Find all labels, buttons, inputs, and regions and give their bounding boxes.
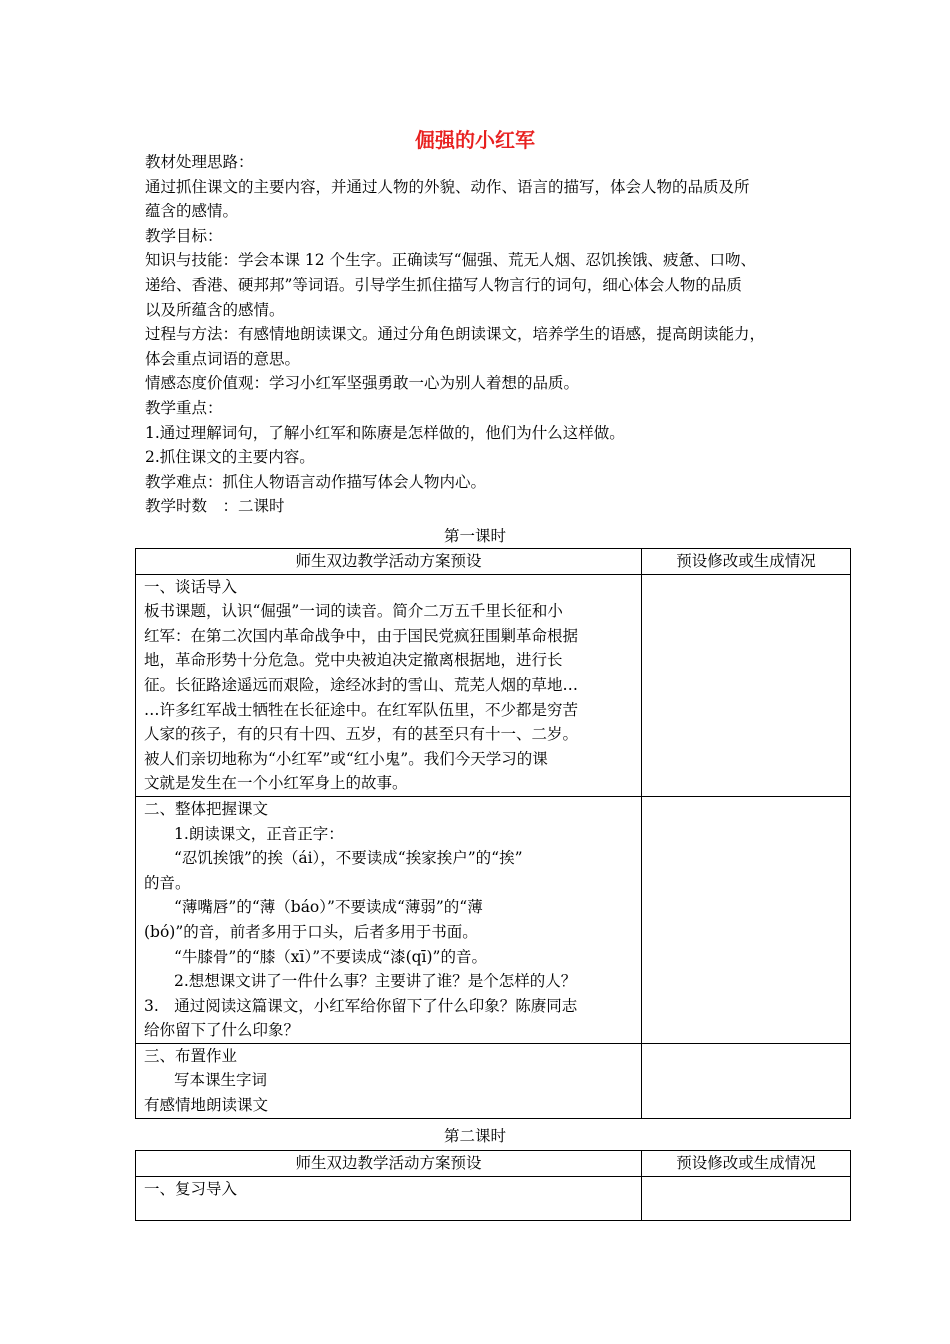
intro-line: 教学目标： — [145, 226, 223, 245]
cell-line: 板书课题，认识“倔强”一词的读音。简介二万五千里长征和小 — [144, 602, 563, 621]
cell-line: 三、布置作业 — [144, 1046, 238, 1065]
activity-cell — [136, 796, 642, 1043]
activity-cell — [136, 1176, 642, 1220]
document-title: 倔强的小红军 — [415, 128, 535, 152]
intro-line: 蕴含的感情。 — [145, 202, 239, 221]
table-row — [136, 796, 851, 1043]
lesson1-table — [135, 548, 851, 1119]
cell-line: 征。长征路途遥远而艰险，途经冰封的雪山、荒芜人烟的草地… — [144, 675, 579, 694]
intro-line: 递给、香港、硬邦邦”等词语。引导学生抓住描写人物言行的词句，细心体会人物的品质 — [145, 275, 742, 294]
table-row — [136, 1176, 851, 1220]
cell-line: 红军：在第二次国内革命战争中，由于国民党疯狂围剿革命根据 — [144, 626, 579, 645]
intro-line: 知识与技能：学会本课 12 个生字。正确读写“倔强、荒无人烟、忍饥挨饿、疲惫、口吻、 — [145, 251, 757, 270]
lesson1-title: 第一课时 — [443, 527, 506, 545]
notes-cell — [642, 574, 851, 796]
cell-line: 一、谈话导入 — [144, 577, 238, 596]
header-notes: 预设修改或生成情况 — [642, 549, 851, 575]
lesson2-title: 第二课时 — [443, 1127, 506, 1145]
notes-cell — [642, 1043, 851, 1118]
intro-line: 以及所蕴含的感情。 — [145, 300, 285, 319]
cell-line: 的音。 — [144, 873, 191, 892]
header-notes: 预设修改或生成情况 — [642, 1151, 851, 1177]
cell-line: 人家的孩子，有的只有十四、五岁，有的甚至只有十一、二岁。 — [144, 725, 579, 744]
intro-line: 情感态度价值观：学习小红军坚强勇敢一心为别人着想的品质。 — [145, 374, 580, 393]
header-activity: 师生双边教学活动方案预设 — [136, 1151, 642, 1177]
intro-line: 教学难点：抓住人物语言动作描写体会人物内心。 — [145, 472, 487, 491]
intro-line: 体会重点词语的意思。 — [145, 349, 301, 368]
cell-line: 一、复习导入 — [144, 1179, 238, 1198]
intro-line: 教材处理思路： — [145, 153, 254, 171]
cell-line: “牛膝骨”的“膝（xī）”不要读成“漆(qī)”的音。 — [174, 947, 487, 966]
intro-line: 1.通过理解词句，了解小红军和陈赓是怎样做的，他们为什么这样做。 — [145, 423, 625, 442]
cell-line: 有感情地朗读课文 — [144, 1096, 269, 1115]
cell-line: (bó)”的音，前者多用于口头，后者多用于书面。 — [144, 922, 478, 941]
table-row — [136, 574, 851, 796]
header-activity: 师生双边教学活动方案预设 — [136, 549, 642, 575]
lesson2-table — [135, 1150, 851, 1221]
intro-line: 教学时数 ：二课时 — [145, 497, 285, 516]
notes-cell — [642, 1176, 851, 1220]
activity-cell — [136, 574, 642, 796]
cell-line: 2.想想课文讲了一件什么事？主要讲了谁？是个怎样的人？ — [174, 972, 577, 991]
cell-line: 3. 通过阅读这篇课文，小红军给你留下了什么印象？陈赓同志 — [144, 996, 578, 1015]
cell-line: 1.朗读课文，正音正字： — [174, 824, 344, 843]
cell-line: 给你留下了什么印象？ — [144, 1021, 300, 1040]
intro-line: 通过抓住课文的主要内容，并通过人物的外貌、动作、语言的描写，体会人物的品质及所 — [145, 177, 750, 196]
intro-line: 2.抓住课文的主要内容。 — [145, 448, 315, 467]
cell-line: 二、整体把握课文 — [144, 799, 269, 818]
intro-line: 过程与方法：有感情地朗读课文。通过分角色朗读课文，培养学生的语感，提高朗读能力， — [145, 325, 766, 344]
intro-line: 教学重点： — [145, 398, 223, 417]
cell-line: …许多红军战士牺牲在长征途中。在红军队伍里，不少都是穷苦 — [144, 700, 579, 719]
table-row — [136, 1043, 851, 1118]
cell-line: 写本课生字词 — [174, 1071, 268, 1090]
cell-line: 地，革命形势十分危急。党中央被迫决定撤离根据地，进行长 — [144, 651, 563, 670]
activity-cell — [136, 1043, 642, 1118]
table-header-row — [136, 1151, 851, 1177]
cell-line: 被人们亲切地称为“小红军”或“红小鬼”。我们今天学习的课 — [144, 749, 548, 768]
cell-line: “薄嘴唇”的“薄（báo）”不要读成“薄弱”的“薄 — [174, 898, 483, 917]
cell-line: 文就是发生在一个小红军身上的故事。 — [144, 774, 408, 793]
cell-line: “忍饥挨饿”的挨（ái），不要读成“挨家挨户”的“挨” — [174, 849, 523, 868]
intro-section — [145, 150, 817, 519]
notes-cell — [642, 796, 851, 1043]
table-header-row — [136, 549, 851, 575]
